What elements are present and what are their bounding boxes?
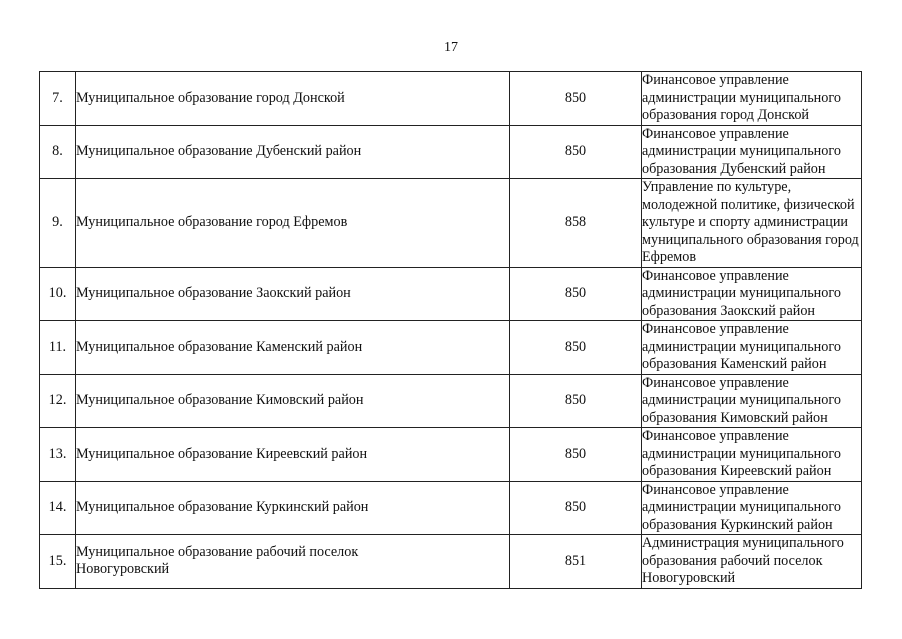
row-number: 15. [40, 535, 76, 589]
municipality-name: Муниципальное образование Киреевский район [76, 445, 368, 462]
admin-code: 850 [510, 125, 642, 179]
municipality-name: Муниципальное образование Дубенский район [76, 143, 362, 159]
table-row [40, 428, 862, 482]
municipality-name: Муниципальное образование Заокский район [76, 285, 351, 301]
administrator-name: Администрация муниципального образования рабочий поселок Новогуровский [642, 535, 844, 586]
municipality-name: Муниципальное образование Каменский район [76, 338, 363, 355]
table-row [40, 125, 862, 179]
municipality-name: Муниципальное образование город Донской [76, 89, 345, 106]
admin-code: 850 [510, 72, 642, 126]
row-number: 12. [40, 374, 76, 428]
admin-code: 850 [510, 428, 642, 482]
admin-code: 858 [510, 179, 642, 268]
table-row [40, 535, 862, 589]
row-number: 13. [40, 428, 76, 482]
administrator-name: Финансовое управление администрации муниципального образования Куркинский район [642, 481, 841, 533]
administrator-name: Финансовое управление администрации муниципального образования Заокский район [642, 267, 841, 319]
admin-code: 850 [510, 481, 642, 535]
municipality-name: Муниципальное образование город Ефремов [76, 214, 348, 230]
row-number: 7. [40, 72, 76, 126]
admin-code: 850 [510, 374, 642, 428]
administrator-name: Финансовое управление администрации муниципального образования Киреевский район [642, 428, 841, 479]
row-number: 9. [40, 179, 76, 268]
admin-code: 850 [510, 321, 642, 375]
admin-code: 851 [510, 535, 642, 589]
administrator-name: Финансовое управление администрации муниципального образования Каменский район [642, 321, 841, 372]
admin-code: 850 [510, 267, 642, 321]
table-row [40, 321, 862, 375]
table-row [40, 267, 862, 321]
administrator-name: Управление по культуре, молодежной политике, физической культуре и спорту администрации муниципального образования город Ефремов [642, 179, 859, 265]
municipality-name: Муниципальное образование Кимовский район [76, 392, 364, 408]
municipality-name: Муниципальное образование рабочий поселок Новогуровский [76, 543, 359, 578]
row-number: 14. [40, 481, 76, 535]
row-number: 11. [40, 321, 76, 375]
table-row [40, 72, 862, 126]
municipal-table [39, 71, 862, 589]
table-row [40, 374, 862, 428]
page-number: 17 [444, 40, 458, 55]
administrator-name: Финансовое управление администрации муниципального образования Кимовский район [642, 374, 841, 426]
table-row [40, 179, 862, 268]
table-row [40, 481, 862, 535]
municipality-name: Муниципальное образование Куркинский район [76, 499, 369, 515]
administrator-name: Финансовое управление администрации муниципального образования Дубенский район [642, 125, 841, 177]
administrator-name: Финансовое управление администрации муниципального образования город Донской [642, 72, 841, 123]
row-number: 10. [40, 267, 76, 321]
row-number: 8. [40, 125, 76, 179]
